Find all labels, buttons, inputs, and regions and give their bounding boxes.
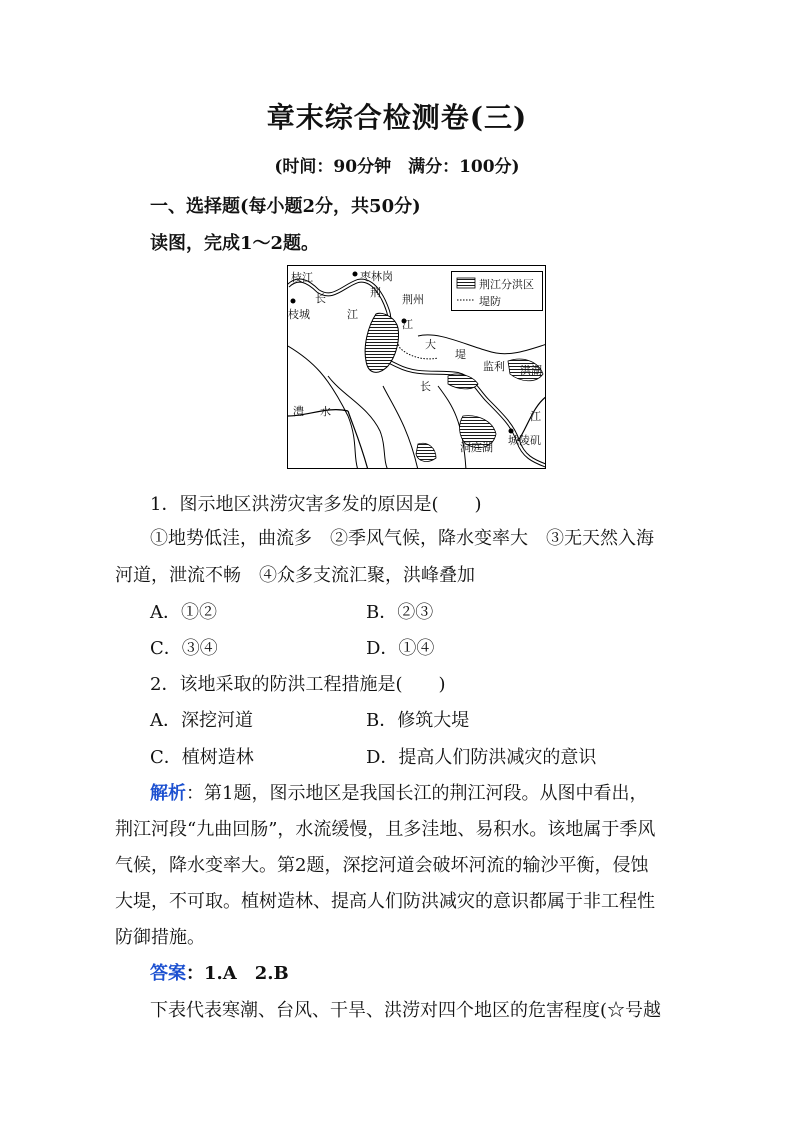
analysis-line-3: 气候，降水变率大。第2题，深挖河道会破坏河流的输沙平衡，侵蚀 <box>115 855 649 876</box>
label-dongtinghu: 洞庭湖 <box>460 441 493 454</box>
label-zaolingang: 枣林岗 <box>360 270 393 283</box>
label-jingzhou: 荆州 <box>402 293 424 306</box>
legend-levee: 堤防 <box>479 295 501 308</box>
map-legend <box>451 271 543 311</box>
analysis-line-5: 防御措施。 <box>115 927 205 948</box>
zaolingang-dot <box>353 272 358 277</box>
q2-option-a: A．深挖河道 <box>150 710 253 731</box>
zhicheng-dot <box>291 299 296 304</box>
q1-option-d: D．①④ <box>366 638 435 659</box>
q1-option-a: A．①② <box>150 602 217 623</box>
q1-options-line-2: 河道，泄流不畅 ④众多支流汇聚，洪峰叠加 <box>115 565 475 586</box>
q2-option-d: D．提高人们防洪减灾的意识 <box>366 747 597 768</box>
label-jing: 荆 <box>370 286 381 299</box>
legend-flood-area: 荆江分洪区 <box>479 278 534 291</box>
label-jianli: 监利 <box>483 360 505 373</box>
label-jiang-3: 江 <box>530 410 541 423</box>
label-chang-1: 长 <box>315 292 326 305</box>
analysis-text-1: ：第1题，图示地区是我国长江的荆江河段。从图中看出， <box>186 783 648 804</box>
label-li: 澧 <box>293 405 304 418</box>
q1-option-b: B．②③ <box>366 602 434 623</box>
q1-options-line-1: ①地势低洼，曲流多 ②季风气候，降水变率大 ③无天然入海 <box>150 528 654 549</box>
q2-option-c: C．植树造林 <box>150 747 254 768</box>
next-question-intro: 下表代表寒潮、台风、干旱、洪涝对四个地区的危害程度(☆号越 <box>150 1000 662 1021</box>
label-chang-2: 长 <box>420 380 431 393</box>
label-da: 大 <box>425 338 436 351</box>
label-di: 堤 <box>455 348 466 361</box>
q1-stem: 1．图示地区洪涝灾害多发的原因是( ) <box>150 494 482 515</box>
analysis-line-2: 荆江河段“九曲回肠”，水流缓慢，且多洼地、易积水。该地属于季风 <box>115 819 656 840</box>
answer-text: ：1.A 2.B <box>186 963 289 984</box>
analysis-label: 解析 <box>150 783 186 804</box>
answer-line <box>150 959 289 985</box>
q2-stem: 2．该地采取的防洪工程措施是( ) <box>150 674 446 695</box>
label-shui: 水 <box>320 405 331 418</box>
label-zhijiang: 枝江 <box>291 271 313 284</box>
label-jiang-1: 江 <box>347 308 358 321</box>
answer-label: 答案 <box>150 963 186 984</box>
q1-option-c: C．③④ <box>150 638 218 659</box>
page-title: 章末综合检测卷(三) <box>266 101 528 134</box>
section-heading: 一、选择题(每小题2分，共50分) <box>150 196 421 217</box>
jingjiang-map <box>287 265 546 469</box>
label-honghu: 洪湖 <box>520 364 542 377</box>
label-jiang-2: 江 <box>402 318 413 331</box>
label-zhicheng: 枝城 <box>288 308 310 321</box>
q2-option-b: B．修筑大堤 <box>366 710 470 731</box>
analysis-line-1 <box>150 779 647 805</box>
label-chenglingji: 城陵矶 <box>508 434 541 447</box>
analysis-line-4: 大堤，不可取。植树造林、提高人们防洪减灾的意识都属于非工程性 <box>115 891 655 912</box>
question-intro: 读图，完成1～2题。 <box>150 233 320 254</box>
exam-info: (时间：90分钟 满分：100分) <box>274 157 520 177</box>
